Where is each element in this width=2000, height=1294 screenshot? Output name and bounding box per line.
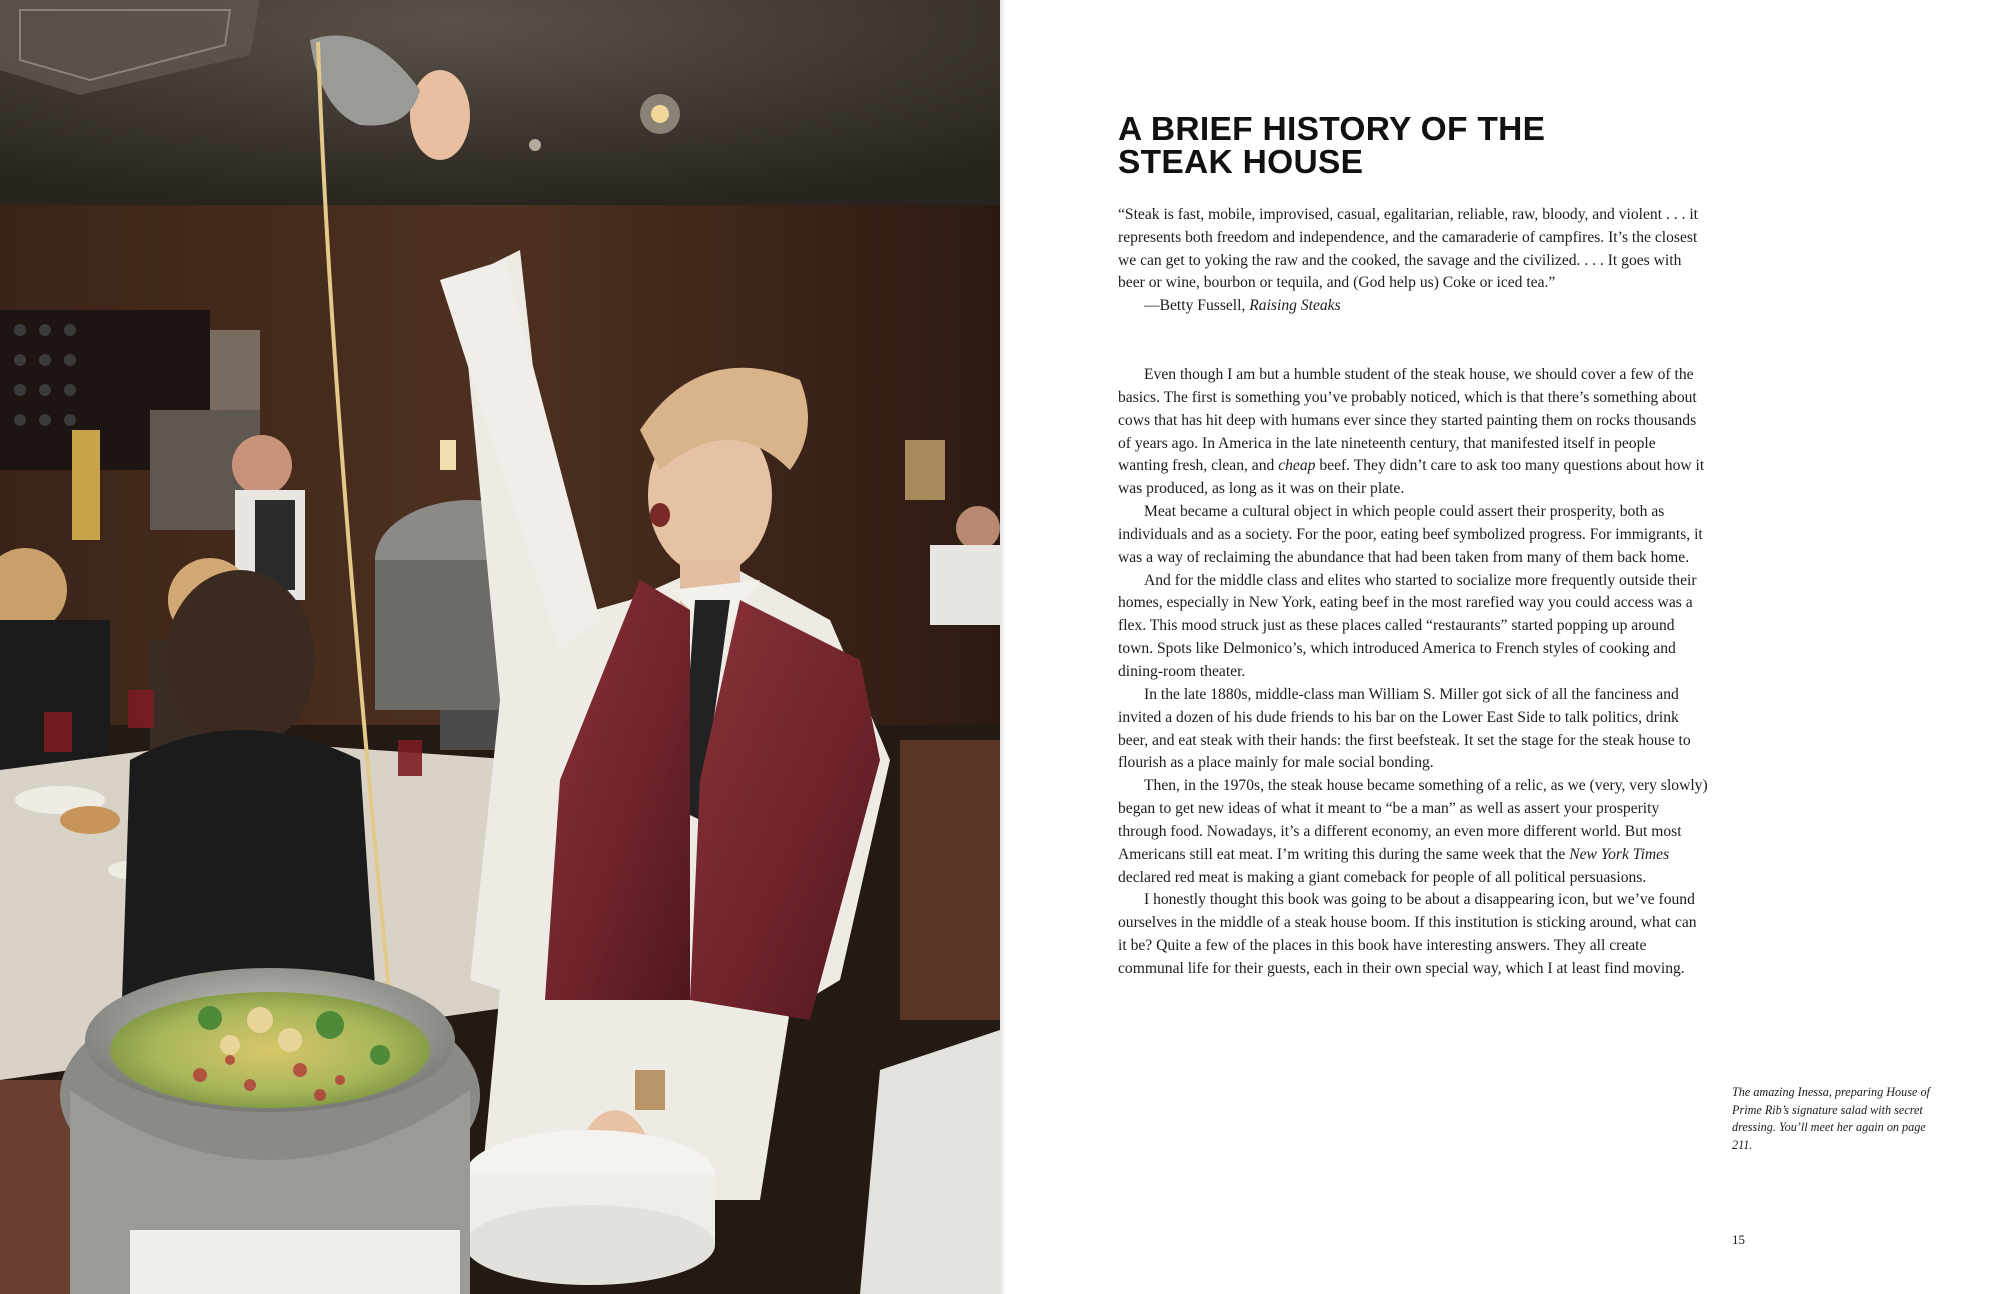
chapter-title-line-1: A BRIEF HISTORY OF THE bbox=[1118, 111, 1546, 148]
paragraph-5 bbox=[1118, 775, 1708, 889]
epigraph-author: —Betty Fussell, bbox=[1144, 297, 1250, 315]
paragraph-1 bbox=[1118, 364, 1708, 501]
chapter-title-line-2: STEAK HOUSE bbox=[1118, 144, 1364, 181]
paragraph-1-text-b: beef. They didn’t care to ask too many questions about how it was produced, as long as it was on their plate. bbox=[1118, 457, 1705, 498]
page-number: 15 bbox=[1732, 1232, 1745, 1247]
photo-caption: The amazing Inessa, preparing House of Prime Rib’s signature salad with secret dressing. You’ll meet her again on page 211. bbox=[1732, 1085, 1930, 1152]
paragraph-4: In the late 1880s, middle-class man William S. Miller got sick of all the fanciness and invited a dozen of his dude friends to his bar on the Lower East Side to talk politics, drink beer, and eat steak with their hands: the first beefsteak. It set the stage for the steak house to flourish as a place mainly for male social bonding. bbox=[1118, 685, 1691, 772]
epigraph-quote: “Steak is fast, mobile, improvised, casual, egalitarian, reliable, raw, bloody, and violent . . . it represents both freedom and independence, and the camaraderie of campfires. It’s the closest we can get to yoking the raw and the cooked, the savage and the civilized. . . . It goes with beer or wine, bourbon or tequila, and (God help us) Coke or iced tea.” bbox=[1118, 206, 1698, 292]
paragraph-1-text-a: Even though I am but a humble student of the steak house, we should cover a few of the basics. The first is something you’ve probably noticed, which is that there’s something about cows that has hit deep with humans ever since they started painting them on rocks thousands of years ago. In America in the late nineteenth century, that manifested itself in people wanting fresh, clean, and bbox=[1118, 366, 1697, 475]
body-text bbox=[1118, 364, 1708, 981]
paragraph-5-emphasis: New York Times bbox=[1569, 845, 1670, 863]
chapter-title bbox=[1118, 113, 1678, 179]
text-page bbox=[1000, 0, 2000, 1294]
epigraph bbox=[1118, 204, 1708, 318]
paragraph-5-text-b: declared red meat is making a giant comeback for people of all political persuasions. bbox=[1118, 868, 1647, 886]
paragraph-5-text-a: Then, in the 1970s, the steak house became something of a relic, as we (very, very slowly) began to get new ideas of what it meant to “be a man” as well as assert your prosperity through food. Nowadays, it’s a different economy, an even more different world. But most Americans still eat meat. I’m writing this during the same week that the bbox=[1118, 777, 1708, 863]
epigraph-attribution bbox=[1118, 295, 1708, 318]
paragraph-1-emphasis: cheap bbox=[1278, 457, 1316, 475]
paragraph-3: And for the middle class and elites who started to socialize more frequently outside their homes, especially in New York, eating beef in the most rarefied way you could access was a flex. This mood struck just as these places called “restaurants” started popping up around town. Spots like Delmonico’s, which introduced America to French styles of cooking and dining-room theater. bbox=[1118, 571, 1697, 680]
epigraph-book-title: Raising Steaks bbox=[1249, 297, 1341, 315]
paragraph-6: I honestly thought this book was going to be about a disappearing icon, but we’ve found ourselves in the middle of a steak house boom. If this institution is sticking around, what can it be? Quite a few of the places in this book have interesting answers. They all create communal life for their guests, each in their own special way, which I at least find moving. bbox=[1118, 891, 1697, 977]
paragraph-2: Meat became a cultural object in which people could assert their prosperity, both as individuals and as a society. For the poor, eating beef symbolized progress. For immigrants, it was a way of reclaiming the abundance that had been taken from many of them back home. bbox=[1118, 503, 1703, 566]
